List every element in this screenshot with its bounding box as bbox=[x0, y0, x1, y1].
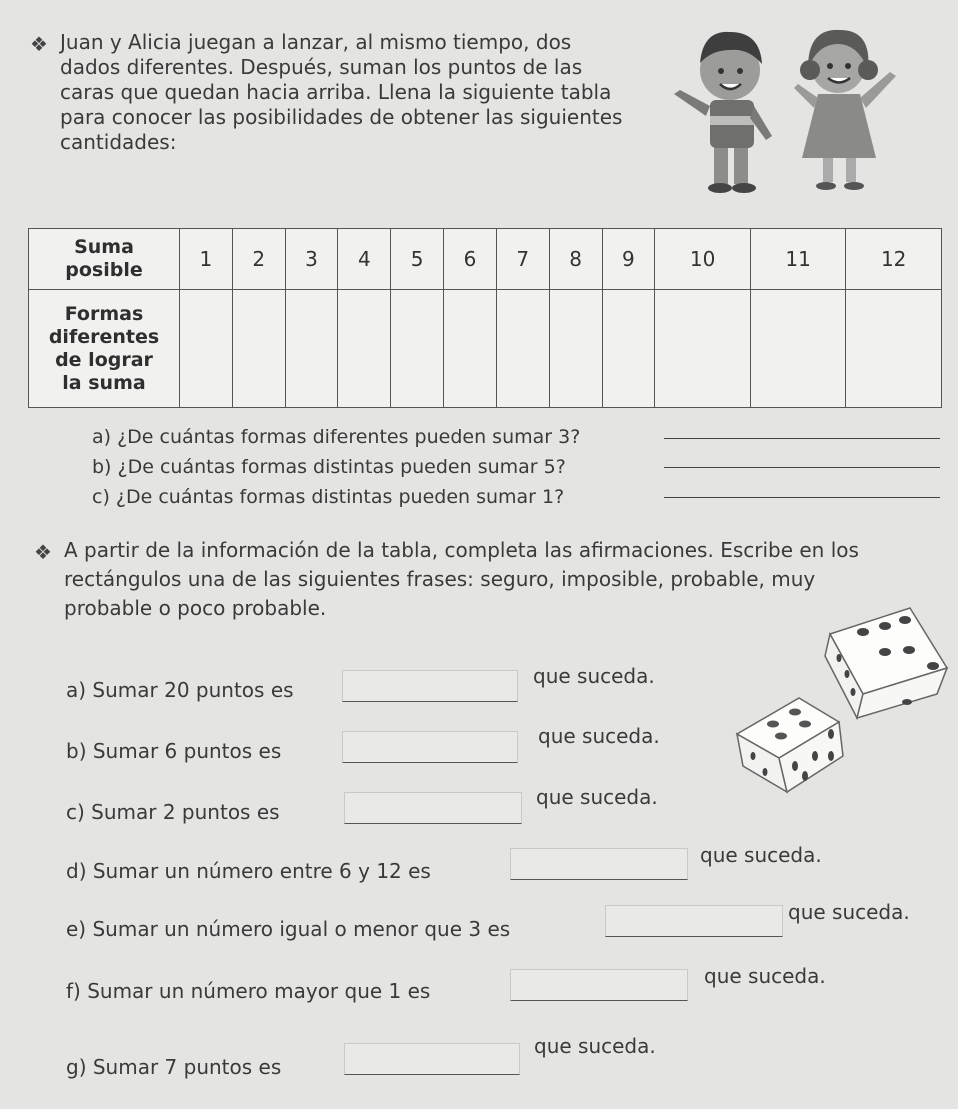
intro-line: dados diferentes. Después, suman los puntos de las bbox=[60, 55, 583, 79]
answer-cell[interactable] bbox=[602, 290, 655, 408]
children-illustration bbox=[668, 8, 918, 200]
sums-table bbox=[28, 228, 942, 408]
row-header-suma-posible bbox=[29, 229, 180, 290]
header-text: la suma bbox=[62, 371, 146, 394]
statement-c-box[interactable] bbox=[344, 792, 522, 824]
answer-cell[interactable] bbox=[496, 290, 549, 408]
sum-cell: 1 bbox=[180, 229, 233, 290]
sum-cell: 4 bbox=[338, 229, 391, 290]
answer-cell[interactable] bbox=[391, 290, 444, 408]
statement-c-text: c) Sumar 2 puntos es bbox=[66, 800, 280, 824]
row-header-formas bbox=[29, 290, 180, 408]
intro-line: cantidades: bbox=[60, 130, 177, 154]
sum-cell: 2 bbox=[232, 229, 285, 290]
instructions-line: rectángulos una de las siguientes frases: seguro, imposible, probable, muy bbox=[64, 567, 816, 591]
statement-g-text: g) Sumar 7 puntos es bbox=[66, 1055, 282, 1079]
answer-cell[interactable] bbox=[232, 290, 285, 408]
instructions-line: probable o poco probable. bbox=[64, 596, 327, 620]
statement-g-box[interactable] bbox=[344, 1043, 520, 1075]
statement-a-box[interactable] bbox=[342, 670, 518, 702]
header-text: Formas bbox=[64, 302, 144, 325]
sum-cell: 6 bbox=[444, 229, 497, 290]
statement-a-suffix: que suceda. bbox=[533, 664, 655, 688]
answer-cell[interactable] bbox=[444, 290, 497, 408]
intro-line: para conocer las posibilidades de obtener las siguientes bbox=[60, 105, 623, 129]
answer-cell[interactable] bbox=[549, 290, 602, 408]
statement-d-box[interactable] bbox=[510, 848, 688, 880]
sum-cell: 9 bbox=[602, 229, 655, 290]
statement-f-suffix: que suceda. bbox=[704, 964, 826, 988]
statement-a-text: a) Sumar 20 puntos es bbox=[66, 678, 294, 702]
answer-cell[interactable] bbox=[750, 290, 846, 408]
question-b: b) ¿De cuántas formas distintas pueden sumar 5? bbox=[92, 456, 566, 478]
statement-e-text: e) Sumar un número igual o menor que 3 es bbox=[66, 917, 511, 941]
answer-cell[interactable] bbox=[338, 290, 391, 408]
statement-d-suffix: que suceda. bbox=[700, 843, 822, 867]
statement-e-suffix: que suceda. bbox=[788, 900, 910, 924]
header-text: de lograr bbox=[55, 348, 153, 371]
sum-cell: 7 bbox=[496, 229, 549, 290]
statement-c-suffix: que suceda. bbox=[536, 785, 658, 809]
bullet-icon: ❖ bbox=[30, 32, 48, 56]
dice-illustration bbox=[735, 606, 950, 796]
statement-b-text: b) Sumar 6 puntos es bbox=[66, 739, 282, 763]
answer-cell[interactable] bbox=[846, 290, 942, 408]
statement-g-suffix: que suceda. bbox=[534, 1034, 656, 1058]
statement-b-suffix: que suceda. bbox=[538, 724, 660, 748]
answer-line-a[interactable] bbox=[664, 438, 940, 439]
table-row bbox=[29, 290, 942, 408]
answer-cell[interactable] bbox=[180, 290, 233, 408]
intro-line: Juan y Alicia juegan a lanzar, al mismo tiempo, dos bbox=[60, 30, 572, 54]
bullet-icon: ❖ bbox=[34, 540, 52, 564]
answer-cell[interactable] bbox=[655, 290, 751, 408]
answer-line-b[interactable] bbox=[664, 467, 940, 468]
answer-cell[interactable] bbox=[285, 290, 338, 408]
sum-cell: 5 bbox=[391, 229, 444, 290]
sum-cell: 12 bbox=[846, 229, 942, 290]
sum-cell: 3 bbox=[285, 229, 338, 290]
question-a: a) ¿De cuántas formas diferentes pueden sumar 3? bbox=[92, 426, 581, 448]
sum-cell: 10 bbox=[655, 229, 751, 290]
question-c: c) ¿De cuántas formas distintas pueden sumar 1? bbox=[92, 486, 565, 508]
statement-f-text: f) Sumar un número mayor que 1 es bbox=[66, 979, 431, 1003]
header-text: posible bbox=[65, 259, 143, 281]
statement-d-text: d) Sumar un número entre 6 y 12 es bbox=[66, 859, 431, 883]
intro-line: caras que quedan hacia arriba. Llena la siguiente tabla bbox=[60, 80, 612, 104]
statement-b-box[interactable] bbox=[342, 731, 518, 763]
answer-line-c[interactable] bbox=[664, 497, 940, 498]
header-text: Suma bbox=[74, 236, 134, 258]
statement-e-box[interactable] bbox=[605, 905, 783, 937]
sum-cell: 11 bbox=[750, 229, 846, 290]
intro-paragraph bbox=[60, 30, 660, 155]
header-text: diferentes bbox=[48, 325, 160, 348]
sum-cell: 8 bbox=[549, 229, 602, 290]
instructions-line: A partir de la información de la tabla, completa las afirmaciones. Escribe en los bbox=[64, 538, 859, 562]
table-row bbox=[29, 229, 942, 290]
statement-f-box[interactable] bbox=[510, 969, 688, 1001]
